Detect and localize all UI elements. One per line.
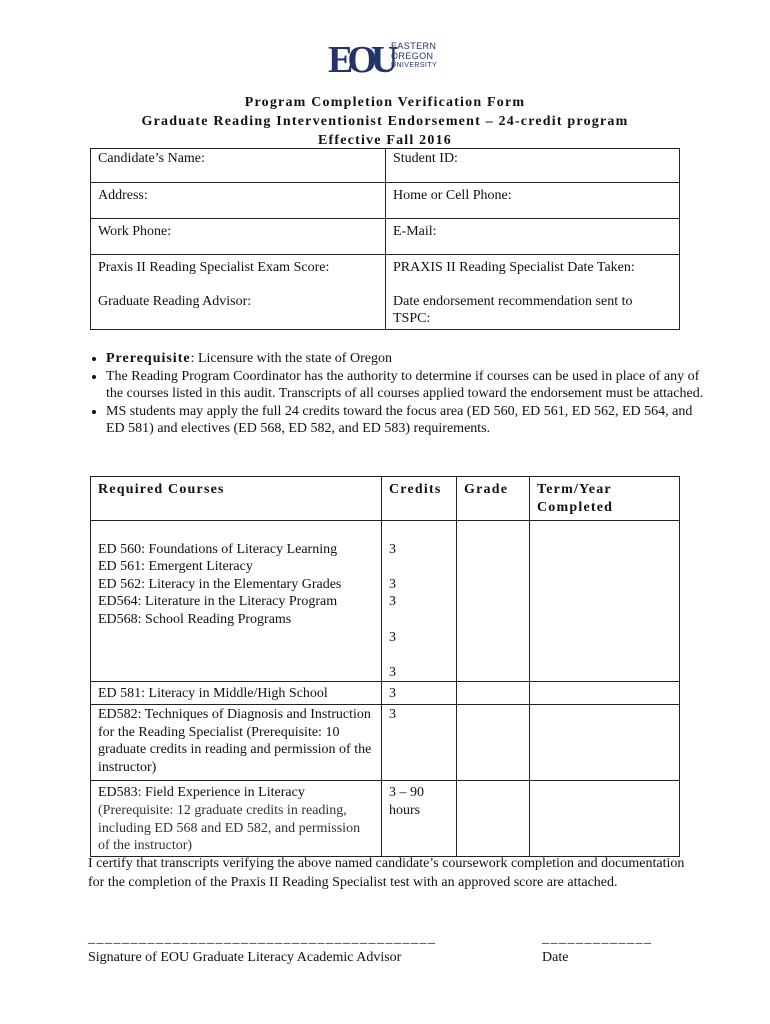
course-block-focus (91, 541, 382, 682)
prerequisite-label: Prerequisite (106, 351, 191, 366)
requirements-list (88, 350, 706, 438)
signature-label: Signature of EOU Graduate Literacy Academic Advisor (88, 950, 402, 965)
logo-monogram: EOU (328, 39, 393, 78)
credits-ed560: 3 (389, 541, 396, 557)
phone-field[interactable]: Home or Cell Phone: (386, 183, 680, 219)
credits-ed564: 3 (389, 629, 396, 645)
praxis-date-cell[interactable] (386, 255, 680, 330)
logo-word-university: UNIVERSITY (391, 62, 438, 69)
course-ed568: ED568: School Reading Programs (98, 612, 292, 628)
credits-ed568: 3 (389, 664, 396, 680)
required-courses-table (90, 476, 680, 857)
credits-ed583: 3 – 90 hours (382, 781, 457, 856)
prerequisite-text: : Licensure with the state of Oregon (190, 351, 392, 366)
credits-block-focus (382, 541, 457, 682)
term-cell-focus[interactable] (530, 541, 680, 682)
recommendation-date-field: Date endorsement recommendation sent to TSPC: (393, 294, 633, 326)
course-ed582: ED582: Techniques of Diagnosis and Instruction for the Reading Specialist (Prerequisite: 10 graduate credits in reading and permission of the instructor) (91, 705, 382, 781)
praxis-score-cell[interactable] (91, 255, 386, 330)
program-title: Graduate Reading Interventionist Endorsement – 24-credit program (141, 114, 629, 129)
ms-students-item: • MS students may apply the full 24 credits toward the focus area (ED 560, ED 561, ED 562, ED 564, and ED 581) and electives (ED 568, ED 582, and ED 583) requirements. (106, 403, 706, 438)
course-ed564: ED564: Literature in the Literacy Program (98, 594, 338, 610)
praxis-date-field: PRAXIS II Reading Specialist Date Taken: (393, 260, 635, 275)
coordinator-authority-item: • The Reading Program Coordinator has the authority to determine if courses can be used in place of any of the courses listed in this audit. Transcripts of all courses applied toward the endorsement must be attached. (106, 368, 706, 403)
praxis-score-field: Praxis II Reading Specialist Exam Score: (98, 260, 330, 275)
credits-ed562: 3 (389, 594, 396, 610)
student-id-field[interactable]: Student ID: (386, 149, 680, 183)
course-ed583: ED583: Field Experience in Literacy (98, 785, 305, 801)
effective-date: Effective Fall 2016 (318, 133, 452, 148)
grade-cell-focus[interactable] (457, 541, 530, 682)
work-phone-field[interactable]: Work Phone: (91, 219, 386, 255)
credits-ed581: 3 (382, 682, 457, 705)
candidate-info-table (90, 148, 680, 330)
date-label: Date (542, 950, 569, 965)
grade-cell-ed583[interactable] (457, 781, 530, 856)
term-cell-ed582[interactable] (530, 705, 680, 781)
course-ed583-note: (Prerequisite: 12 graduate credits in reading, including ED 568 and ED 582, and permission of the instructor) (98, 803, 361, 854)
logo-word-eastern: EASTERN (391, 41, 437, 51)
credits-header: Credits (382, 477, 457, 521)
term-header: Term/Year Completed (530, 477, 680, 521)
certification-statement: I certify that transcripts verifying the above named candidate’s coursework completion and documentation for the completion of the Praxis II Reading Specialist test with an approved score are attached. (88, 856, 685, 890)
date-line[interactable]: _____________ (542, 931, 653, 946)
term-cell-ed581[interactable] (530, 682, 680, 705)
logo-word-oregon: OREGON (391, 50, 434, 61)
prerequisite-item (106, 350, 706, 368)
form-title: Program Completion Verification Form (244, 95, 526, 110)
signature-line[interactable]: _________________________________________ (88, 931, 437, 946)
address-field[interactable]: Address: (91, 183, 386, 219)
course-ed583-cell (91, 781, 382, 856)
course-ed560: ED 560: Foundations of Literacy Learning (98, 541, 338, 557)
course-ed562: ED 562: Literacy in the Elementary Grades (98, 576, 342, 592)
candidate-name-field[interactable]: Candidate’s Name: (91, 149, 386, 183)
grade-header: Grade (457, 477, 530, 521)
term-cell-ed583[interactable] (530, 781, 680, 856)
credits-ed582: 3 (382, 705, 457, 781)
logo-wordmark (391, 42, 437, 71)
courses-header: Required Courses (91, 477, 382, 521)
course-ed561: ED 561: Emergent Literacy (98, 559, 253, 575)
credits-ed561: 3 (389, 576, 396, 592)
email-field[interactable]: E-Mail: (386, 219, 680, 255)
advisor-field: Graduate Reading Advisor: (98, 294, 252, 309)
course-ed581: ED 581: Literacy in Middle/High School (91, 682, 382, 705)
grade-cell-ed581[interactable] (457, 682, 530, 705)
grade-cell-ed582[interactable] (457, 705, 530, 781)
